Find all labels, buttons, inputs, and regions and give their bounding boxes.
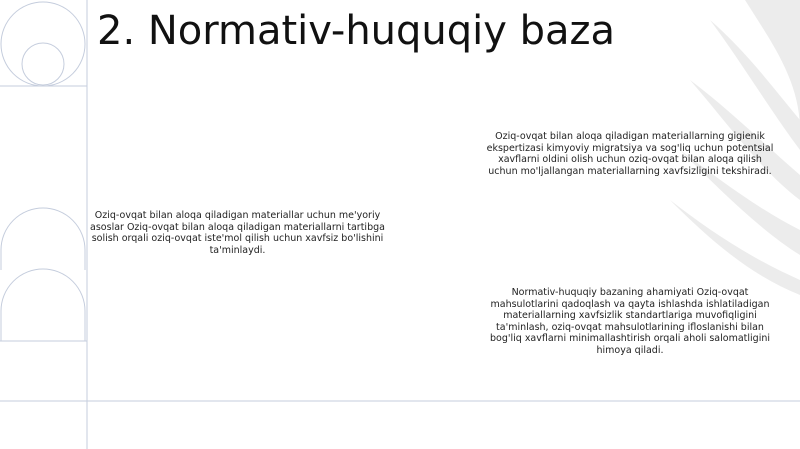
- top-small-circle: [22, 43, 64, 85]
- lower-arch: [1, 269, 85, 341]
- top-large-circle: [1, 2, 85, 86]
- page-title: 2. Normativ-huquqiy baza: [97, 8, 616, 54]
- paragraph-ahamiyati: Normativ-huquqiy bazaning ahamiyati Oziq-ovqat mahsulotlarini qadoqlash va qayta ishlashda ishlatiladigan materiallarning xavfsizlik standartlariga muvofiqligini ta'minlash, oziq-ovqat mahsulotlarining ifloslanishi bilan bog'liq xavflarni minimallashtirish orqali aholi salomatligini himoya qiladi.: [490, 287, 770, 356]
- paragraph-gigienik-ekspertiza: Oziq-ovqat bilan aloqa qiladigan materiallarning gigienik ekspertizasi kimyoviy migratsiya va sog'liq uchun potentsial xavflarni oldini olish uchun oziq-ovqat bilan aloqa qilish uchun mo'ljallangan materiallarning xavfsizligini tekshiradi.: [486, 131, 774, 177]
- paragraph-meyoriy-asoslar: Oziq-ovqat bilan aloqa qiladigan materiallar uchun me'yoriy asoslar Oziq-ovqat bilan aloqa qiladigan materiallarni tartibga solish orqali oziq-ovqat iste'mol qilish uchun xavfsiz bo'lishini ta'minlaydi.: [90, 210, 385, 256]
- middle-arch: [1, 208, 85, 270]
